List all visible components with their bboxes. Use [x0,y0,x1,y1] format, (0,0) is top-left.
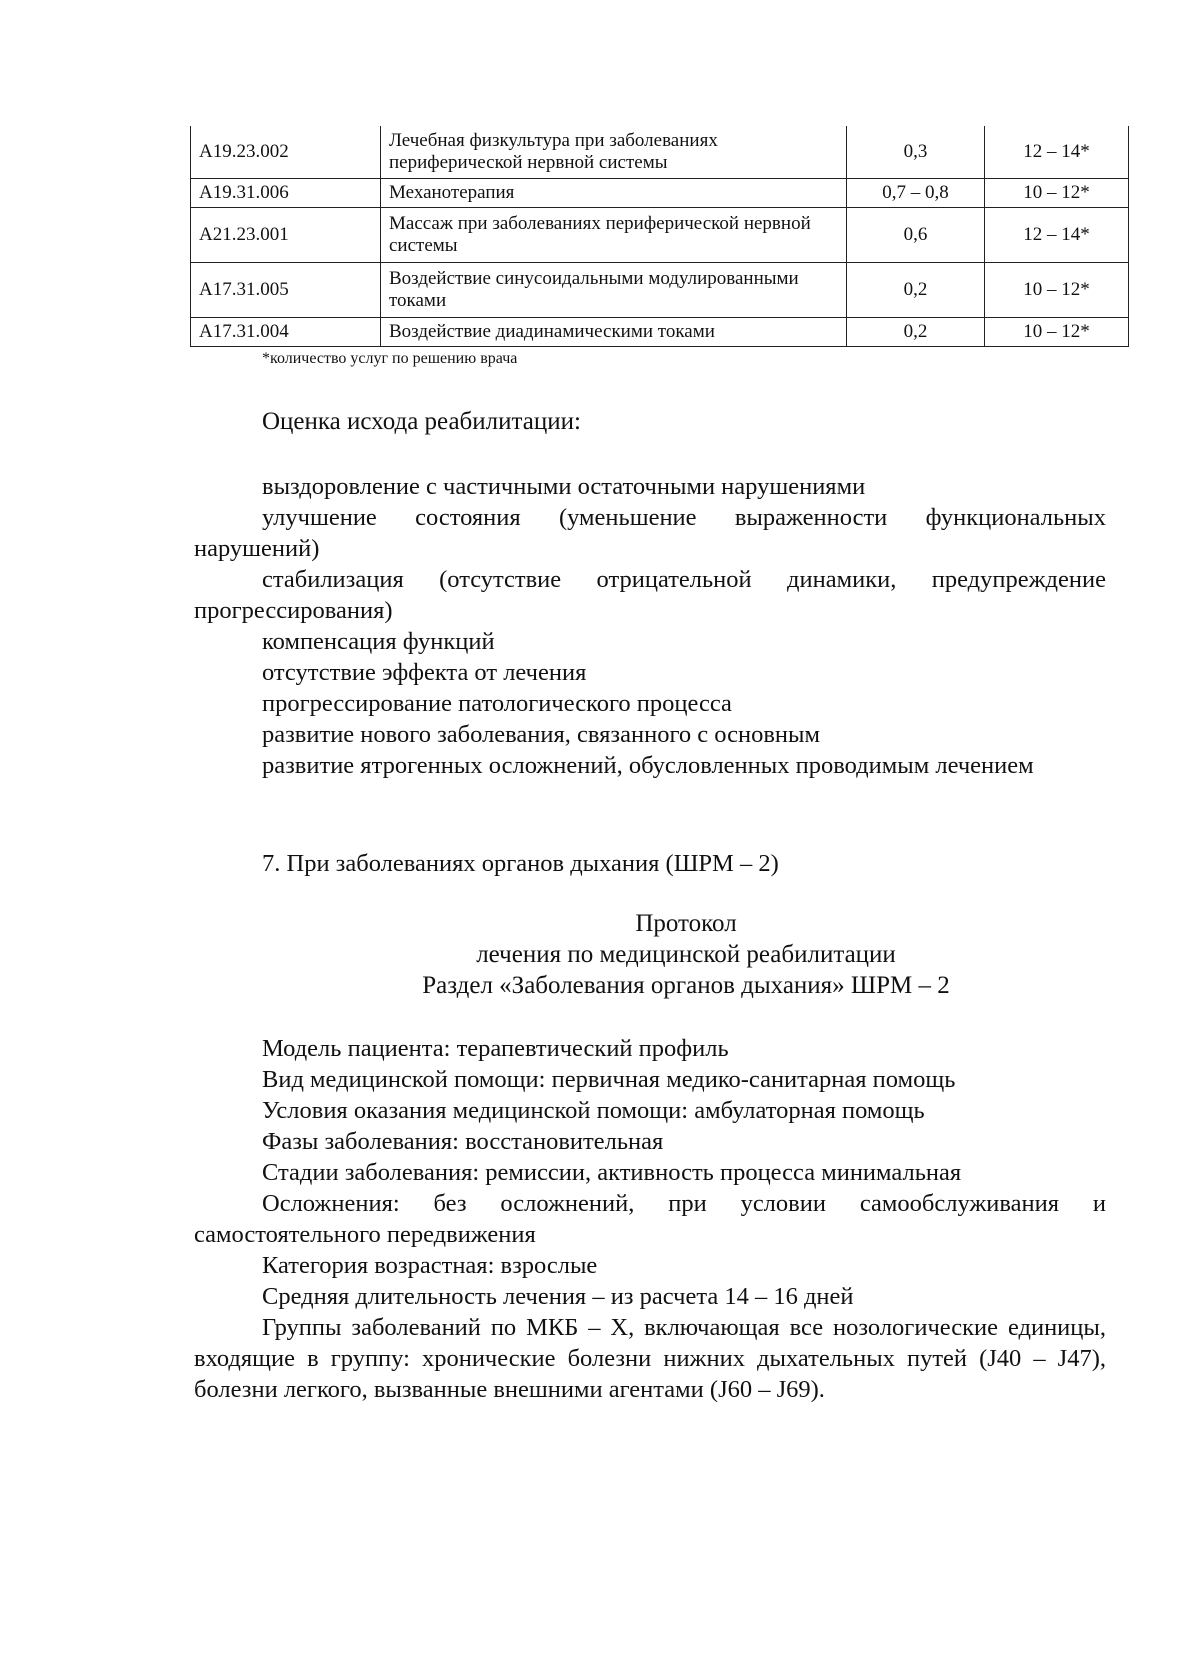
detail-line: Осложнения: без осложнений, при условии самообслуживания и самостоятельного передвижения [194,1190,1106,1248]
detail-line: Стадии заболевания: ремиссии, активность процесса минимальная [262,1159,962,1186]
service-count: 12 – 14* [985,208,1129,263]
table-footnote: *количество услуг по решению врача [262,350,518,367]
detail-line: Вид медицинской помощи: первичная медико-санитарная помощь [262,1066,956,1093]
service-code: А19.31.006 [191,179,381,208]
service-code: А21.23.001 [191,208,381,263]
service-coefficient: 0,2 [847,263,985,318]
service-code: А17.31.005 [191,263,381,318]
service-coefficient: 0,3 [847,126,985,179]
services-table [190,126,1129,347]
service-count: 12 – 14* [985,126,1129,179]
table-row [191,126,1129,179]
service-name: Воздействие синусоидальными модулированными токами [381,263,847,318]
table-row [191,179,1129,208]
detail-line: Категория возрастная: взрослые [262,1252,598,1279]
table-row [191,318,1129,347]
section-7-title: 7. При заболеваниях органов дыхания (ШРМ – 2) [262,850,779,877]
evaluation-item: отсутствие эффекта от лечения [262,659,587,686]
service-name: Массаж при заболеваниях периферической нервной системы [381,208,847,263]
service-coefficient: 0,6 [847,208,985,263]
service-name: Лечебная физкультура при заболеваниях периферической нервной системы [381,126,847,179]
protocol-section: Раздел «Заболевания органов дыхания» ШРМ – 2 [422,972,950,999]
evaluation-item: развитие ятрогенных осложнений, обусловленных проводимым лечением [262,752,1034,779]
evaluation-item: прогрессирование патологического процесса [262,690,732,717]
service-code: А17.31.004 [191,318,381,347]
protocol-details [194,1033,1106,1405]
service-coefficient: 0,7 – 0,8 [847,179,985,208]
service-coefficient: 0,2 [847,318,985,347]
evaluation-list [194,471,1106,781]
evaluation-item: выздоровление с частичными остаточными нарушениями [262,473,866,500]
evaluation-item: улучшение состояния (уменьшение выраженности функциональных нарушений) [194,504,1106,562]
protocol-subtitle: лечения по медицинской реабилитации [476,941,896,968]
detail-line: Модель пациента: терапевтический профиль [262,1035,729,1062]
service-name: Механотерапия [381,179,847,208]
service-code: А19.23.002 [191,126,381,179]
evaluation-heading: Оценка исхода реабилитации: [262,408,581,435]
evaluation-item: компенсация функций [262,628,495,655]
detail-line: Группы заболеваний по МКБ – X, включающая все нозологические единицы, входящие в группу: хронические болезни нижних дыхательных путей (J40 – J47), болезни легкого, вызванные внешними агентами (J60 – J69). [194,1314,1106,1403]
evaluation-item: развитие нового заболевания, связанного с основным [262,721,820,748]
detail-line: Условия оказания медицинской помощи: амбулаторная помощь [262,1097,925,1124]
detail-line: Средняя длительность лечения – из расчета 14 – 16 дней [262,1283,854,1310]
service-name: Воздействие диадинамическими токами [381,318,847,347]
service-count: 10 – 12* [985,179,1129,208]
service-count: 10 – 12* [985,318,1129,347]
service-count: 10 – 12* [985,263,1129,318]
evaluation-item: стабилизация (отсутствие отрицательной динамики, предупреждение прогрессирования) [194,566,1106,624]
table-row [191,208,1129,263]
detail-line: Фазы заболевания: восстановительная [262,1128,664,1155]
table-row [191,263,1129,318]
protocol-title: Протокол [635,910,737,937]
